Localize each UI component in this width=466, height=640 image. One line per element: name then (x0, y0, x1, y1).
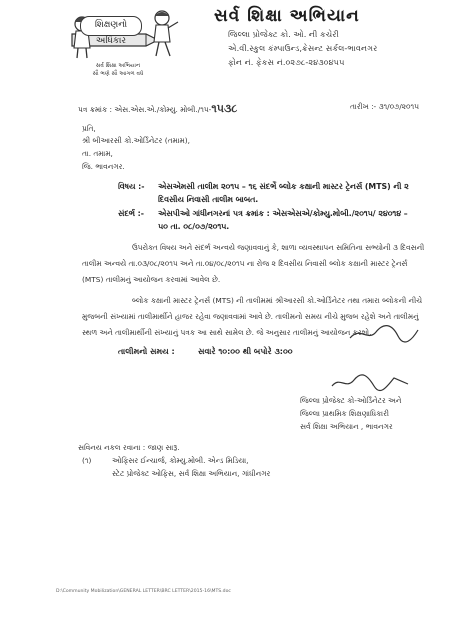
reference-number: ૧૫૩૮ (211, 102, 238, 115)
letter-date: તારીખ :- ૩૧/૦૭/૨૦૧૫ (350, 102, 419, 111)
reference-label: સંદર્ભ :- (118, 209, 144, 218)
recipient-line-4: જિ. ભાવનગર. (82, 162, 125, 171)
header-phone-line: ફોન નં. ફેકસ નં.૦૨૭૮-૨૪૩૦૪૫૫ (228, 57, 345, 67)
signature-designation-line-2: જિલ્લા પ્રાથમિક શિક્ષણાધિકારી (300, 409, 390, 418)
signature-designation-line-1: જિલ્લા પ્રોજેક્ટ કો-ઓર્ડિનેટર અને (300, 396, 402, 405)
reference-text-line-2: ૫૦ તા. ૦૮/૦૭/૨૦૧૫. (158, 222, 230, 231)
recipient-line-2: શ્રી બીઆરસી કો.ઓર્ડિનેટર (તમામ), (82, 136, 190, 145)
logo-tagline (70, 62, 166, 78)
signature-designation-line-3: સર્વ શિક્ષા અભિયાન , ભાવનગર (300, 422, 393, 431)
recipient-line-3: તા. તમામ, (82, 149, 113, 158)
paragraph-2-line-3: સ્થળ અને તાલીમાર્થીની સંખ્યાનું પત્રક આ સાથે સામેલ છે. જે અનુસાર તાલીમનું આયોજન કરશો. (82, 328, 372, 337)
header-address-line: એ.વી.સ્કુલ કંમ્પાઉન્ડ,ક્રેસન્ટ સર્કલ-ભાવનગર (228, 43, 378, 53)
signature-bottom-icon (328, 372, 458, 394)
logo (66, 4, 184, 84)
reference-line (78, 102, 237, 116)
logo-badge-text: શિક્ષણનો અધિકાર (80, 16, 142, 36)
header-office-line: જિલ્લા પ્રોજેક્ટ કો. ઓ. ની કચેરી (228, 29, 339, 39)
copy-item-line-1: ઓફિસર ઈન્ચાર્જ, કોમ્યુ.મોબી. એન્ડ મિડિયા, (112, 456, 249, 465)
reference-prefix: પત્ર ક્રમાંક : એસ.એસ.એ./કોમ્યુ. મોબી./૧૫- (78, 105, 212, 114)
logo-sub-line1: સર્વ શિક્ષા અભિયાન (95, 63, 141, 69)
copy-item-line-2: સ્ટેટ પ્રોજેક્ટ ઓફિસ, સર્વ શિક્ષા અભિયાન, ગાંધીનગર (112, 469, 271, 478)
copy-item-number: (૧) (82, 456, 92, 465)
paragraph-1-line-3: (MTS) તાલીમનું આયોજન કરવામાં આવેલ છે. (82, 275, 221, 284)
reference-text-line-1: એસપીઓ ગાંધીનગરનાં પત્ર ક્રમાંક : એસએસએ/કોમ્યુ.મોબી./૨૦૧૫/ ૨૪૦૧૪ – (158, 209, 408, 218)
signature-top-icon (346, 322, 466, 344)
subject-line-1: એસએમસી તાલીમ ૨૦૧૫ – ૧૬ સંદર્ભે બ્લોક કક્ષાની માસ્ટર ટ્રેનર્સ (MTS) ની ૨ (158, 182, 409, 191)
paragraph-2-line-1: બ્લોક કક્ષાની માસ્ટર ટ્રેનર્સ (MTS) ની તાલીમમાં શ્રીઆરસી કો.ઓર્ડિનેટર તથા તમારા બ્લોકની નીચે (132, 296, 423, 305)
subject-line-2: દિવસીય નિવાસી તાલીમ બાબત. (158, 195, 259, 204)
org-title: સર્વ શિક્ષા અભિયાન (214, 6, 360, 26)
copy-heading: સવિનય નકલ રવાના : જાણ સારૂ. (78, 443, 180, 452)
training-time-value: સવારે ૧૦:૦૦ થી બપોરે ૩:૦૦ (198, 347, 293, 356)
paragraph-1-line-2: તાલીમ અન્વયે તા.૦૩/૦૮/૨૦૧૫ અને તા.૦૪/૦૮/૨૦૧૫ ના રોજ ૨ દિવસીય નિવાસી બ્લોક કક્ષાની માસ્ટર ટ્રેનર્સ (82, 259, 408, 268)
paragraph-1-line-1: ઉપરોક્ત વિષય અને સંદર્ભ અન્વયે જણાવવાનું કે, શાળા વ્યવસ્થાપન સમિતિના સભ્યોની ૩ દિવસની (132, 243, 425, 252)
subject-label: વિષય :- (118, 182, 145, 191)
logo-sub-line2: સૌ ભણે સૌ આગળ વધે (92, 71, 144, 77)
paragraph-2-line-2: મુજબની સંખ્યામાં તાલીમાર્થીને હાજર રહેવા જણાવવામાં આવે છે. તાલીમનો સમય નીચે મુજબ રહેશે અને તાલીમનું (82, 312, 419, 321)
footer-file-path: D:\Community Mobilization\GENERAL LETTER\BRC LETTER\2015-16\MTS.doc (56, 589, 231, 594)
recipient-line-1: પ્રતિ, (82, 124, 96, 133)
training-time-label: તાલીમનો સમય : (118, 347, 175, 356)
